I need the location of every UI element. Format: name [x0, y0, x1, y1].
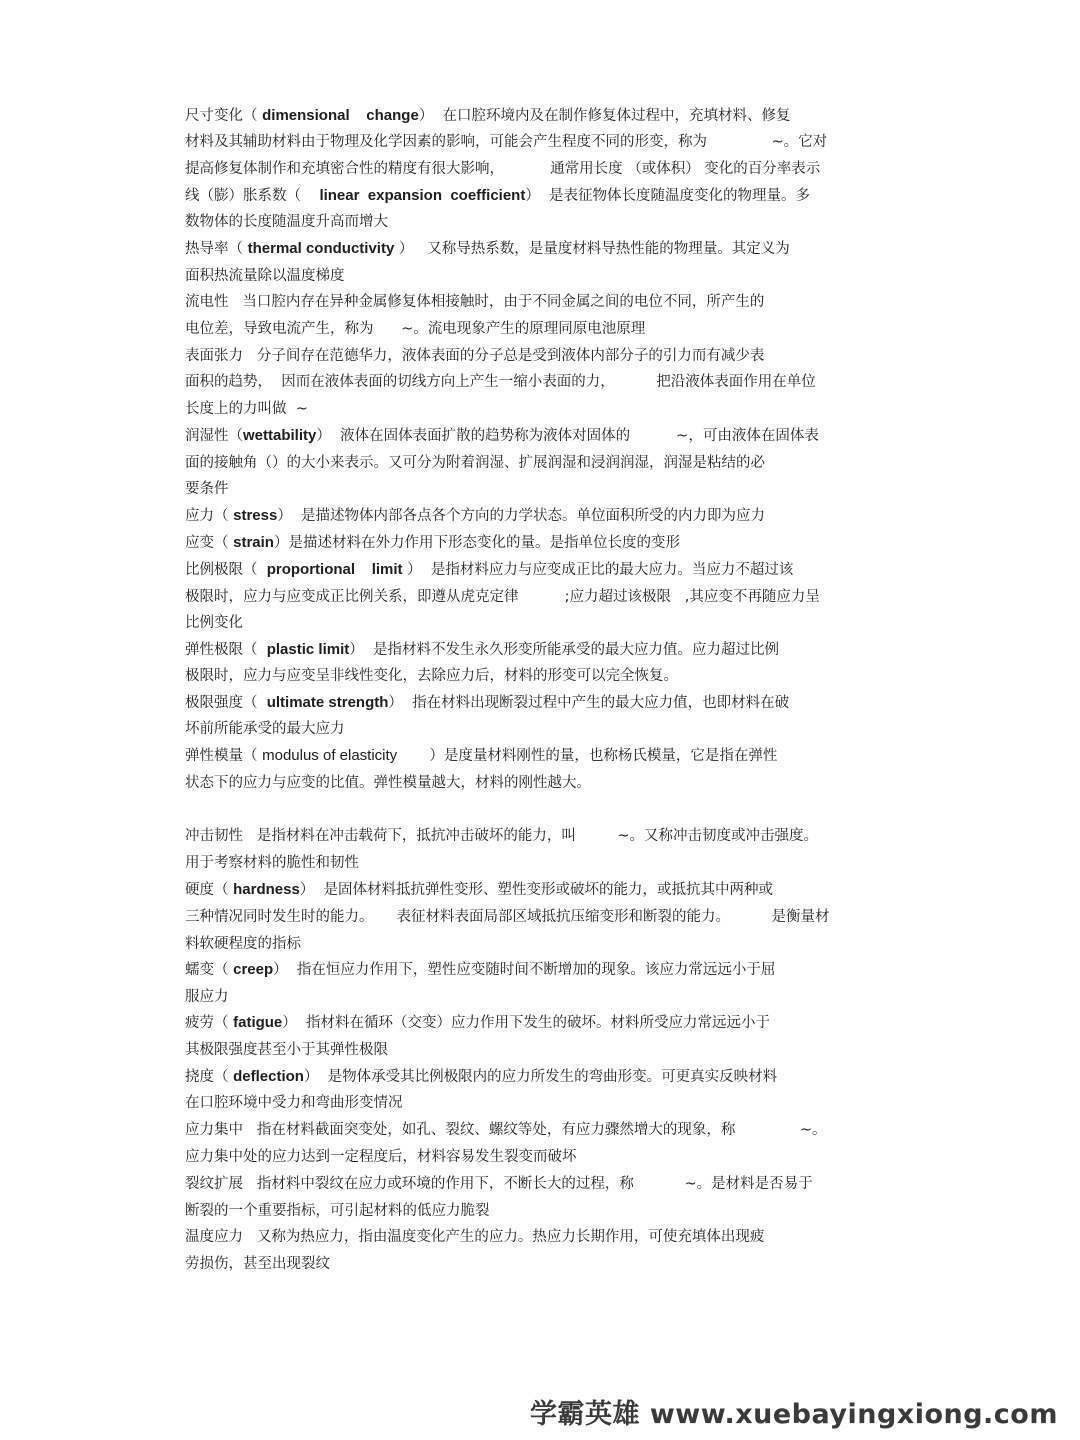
- term-english: thermal conductivity: [247, 240, 395, 257]
- text-line: [185, 1067, 777, 1087]
- text-segment: 尺寸变化（: [185, 108, 263, 124]
- text-segment: ） 又称导热系数，是量度材料导热性能的物理量。其定义为: [394, 241, 790, 257]
- text-line: [185, 1093, 403, 1113]
- text-line: [185, 533, 680, 553]
- term-english: proportional limit: [266, 561, 403, 578]
- text-segment: 应变（: [185, 535, 234, 551]
- text-line: [185, 987, 229, 1007]
- term-english: linear expansion coefficient: [319, 187, 526, 204]
- term-english: hardness: [233, 881, 300, 898]
- text-segment: 比例极限（: [185, 562, 267, 578]
- text-segment: 长度上的力叫做 ~: [185, 401, 308, 417]
- text-line: [185, 1120, 827, 1140]
- text-segment: 极限时，应力与应变成正比例关系，即遵从虎克定律 ;应力超过该极限 ,其应变不再随应力呈: [185, 589, 820, 605]
- text-segment: ）是描述材料在外力作用下形态变化的量。是指单位长度的变形: [273, 535, 680, 551]
- text-segment: ） 是固体材料抵抗弹性变形、塑性变形或破坏的能力，或抵抗其中两种或: [299, 882, 774, 898]
- text-segment: ） 指在材料出现断裂过程中产生的最大应力值，也即材料在破: [388, 695, 790, 711]
- text-segment: 裂纹扩展 指材料中裂纹在应力或环境的作用下，不断长大的过程，称 ~。是材料是否易于: [185, 1176, 813, 1192]
- text-line: [185, 426, 819, 446]
- text-segment: 断裂的一个重要指标，可引起材料的低应力脆裂: [185, 1203, 490, 1219]
- text-line: [185, 212, 388, 232]
- text-segment: 温度应力 又称为热应力，指由温度变化产生的应力。热应力长期作用，可使充填体出现疲: [185, 1229, 765, 1245]
- text-line: [185, 292, 764, 312]
- text-line: [185, 239, 790, 259]
- text-segment: 提高修复体制作和充填密合性的精度有很大影响， 通常用长度 （或体积） 变化的百分率表示: [185, 161, 821, 177]
- text-line: [185, 853, 359, 873]
- text-line: [185, 826, 818, 846]
- text-segment: 要条件: [185, 481, 229, 497]
- text-line: [185, 613, 243, 633]
- text-segment: 硬度（: [185, 882, 234, 898]
- text-line: [185, 1013, 770, 1033]
- text-segment: 挠度（: [185, 1069, 234, 1085]
- text-line: [185, 1254, 330, 1274]
- text-line: [185, 560, 793, 580]
- term-english: wettability: [243, 427, 317, 444]
- text-segment: 在口腔环境中受力和弯曲形变情况: [185, 1095, 403, 1111]
- text-segment: 状态下的应力与应变的比值。弹性模量越大，材料的刚性越大。: [185, 775, 591, 791]
- text-line: [185, 266, 345, 286]
- term-english: plastic limit: [266, 641, 350, 658]
- text-line: [185, 1201, 490, 1221]
- text-segment: 流电性 当口腔内存在异种金属修复体相接触时，由于不同金属之间的电位不同，所产生的: [185, 294, 765, 310]
- text-segment: 弹性模量（: [185, 748, 263, 764]
- text-segment: 数物体的长度随温度升高而增大: [185, 214, 388, 230]
- text-segment: 面积热流量除以温度梯度: [185, 268, 345, 284]
- text-segment: 服应力: [185, 989, 229, 1005]
- text-line: [185, 506, 765, 526]
- text-line: [185, 186, 810, 206]
- term-english: dimensional change: [262, 107, 419, 124]
- text-segment: 三种情况同时发生时的能力。 表征材料表面局部区域抵抗压缩变形和断裂的能力。 是衡量材: [185, 909, 830, 925]
- text-segment: 热导率（: [185, 241, 248, 257]
- text-line: [185, 1227, 764, 1247]
- text-segment: 料软硬程度的指标: [185, 936, 301, 952]
- text-line: [185, 1040, 388, 1060]
- text-line: [185, 479, 229, 499]
- text-line: [185, 773, 591, 793]
- text-segment: ） 指在恒应力作用下，塑性应变随时间不断增加的现象。该应力常远远小于屈: [273, 962, 776, 978]
- text-segment: 润湿性（: [185, 428, 243, 444]
- text-line: [185, 960, 775, 980]
- text-segment: ） 是指材料应力与应变成正比的最大应力。当应力不超过该: [402, 562, 794, 578]
- text-segment: ） 在口腔环境内及在制作修复体过程中，充填材料、修复: [418, 108, 791, 124]
- text-line: [185, 346, 764, 366]
- text-segment: 用于考察材料的脆性和韧性: [185, 855, 359, 871]
- text-segment: 表面张力 分子间存在范德华力，液体表面的分子总是受到液体内部分子的引力而有减少表: [185, 348, 765, 364]
- term-english: deflection: [233, 1068, 304, 1085]
- text-segment: 劳损伤，甚至出现裂纹: [185, 1256, 330, 1272]
- text-segment: ）是度量材料刚性的量，也称杨氏模量，它是指在弹性: [397, 748, 778, 764]
- text-segment: 电位差，导致电流产生，称为 ~。流电现象产生的原理同原电池原理: [185, 321, 646, 337]
- text-line: [185, 640, 779, 660]
- text-segment: ） 液体在固体表面扩散的趋势称为液体对固体的 ~，可由液体在固体表: [316, 428, 819, 444]
- text-segment: 极限时，应力与应变呈非线性变化，去除应力后，材料的形变可以完全恢复。: [185, 668, 678, 684]
- term-english: fatigue: [233, 1014, 283, 1031]
- text-segment: ） 是指材料不发生永久形变所能承受的最大应力值。应力超过比例: [349, 642, 779, 658]
- text-line: [185, 693, 789, 713]
- text-segment: 面的接触角（）的大小来表示。又可分为附着润湿、扩展润湿和浸润润湿，润湿是粘结的必: [185, 455, 765, 471]
- text-segment: 材料及其辅助材料由于物理及化学因素的影响，可能会产生程度不同的形变，称为 ~。它对: [185, 134, 828, 150]
- term-english: stress: [233, 507, 278, 524]
- text-line: [185, 106, 791, 126]
- text-line: [185, 907, 830, 927]
- text-segment: 应力（: [185, 508, 234, 524]
- text-line: [185, 666, 678, 686]
- text-segment: ） 是描述物体内部各点各个方向的力学状态。单位面积所受的内力即为应力: [277, 508, 766, 524]
- text-line: [185, 399, 308, 419]
- text-line: [185, 159, 820, 179]
- text-segment: 冲击韧性 是指材料在冲击载荷下，抵抗冲击破坏的能力，叫 ~。又称冲击韧度或冲击强度。: [185, 828, 818, 844]
- text-segment: ） 是物体承受其比例极限内的应力所发生的弯曲形变。可更真实反映材料: [303, 1069, 778, 1085]
- text-line: [185, 372, 816, 392]
- text-segment: 极限强度（: [185, 695, 267, 711]
- text-line: [185, 1147, 577, 1167]
- text-line: [185, 587, 820, 607]
- text-segment: 线（膨）胀系数（: [185, 188, 320, 204]
- term-english: strain: [233, 534, 274, 551]
- text-segment: 比例变化: [185, 615, 243, 631]
- term-english: creep: [233, 961, 274, 978]
- text-segment: 弹性极限（: [185, 642, 267, 658]
- text-segment: 蠕变（: [185, 962, 234, 978]
- text-segment: 面积的趋势， 因而在液体表面的切线方向上产生一缩小表面的力， 把沿液体表面作用在单位: [185, 374, 816, 390]
- text-segment: ） 指材料在循环（交变）应力作用下发生的破坏。材料所受应力常远远小于: [282, 1015, 770, 1031]
- text-segment: 应力集中处的应力达到一定程度后，材料容易发生裂变而破坏: [185, 1149, 577, 1165]
- text-segment: ） 是表征物体长度随温度变化的物理量。多: [525, 188, 811, 204]
- term-english: modulus of elasticity: [262, 747, 398, 764]
- text-segment: 坏前所能承受的最大应力: [185, 721, 345, 737]
- text-line: [185, 746, 777, 766]
- text-line: [185, 880, 773, 900]
- term-english: ultimate strength: [266, 694, 389, 711]
- text-line: [185, 1174, 813, 1194]
- text-line: [185, 719, 345, 739]
- text-line: [185, 132, 827, 152]
- text-segment: 应力集中 指在材料截面突变处，如孔、裂纹、螺纹等处，有应力骤然增大的现象，称 ~。: [185, 1122, 827, 1138]
- text-line: [185, 934, 301, 954]
- text-segment: 疲劳（: [185, 1015, 234, 1031]
- text-line: [185, 319, 645, 339]
- text-line: [185, 453, 765, 473]
- text-segment: 其极限强度甚至小于其弹性极限: [185, 1042, 388, 1058]
- watermark: 学霸英雄 www.xuebayingxiong.com: [529, 1399, 1058, 1430]
